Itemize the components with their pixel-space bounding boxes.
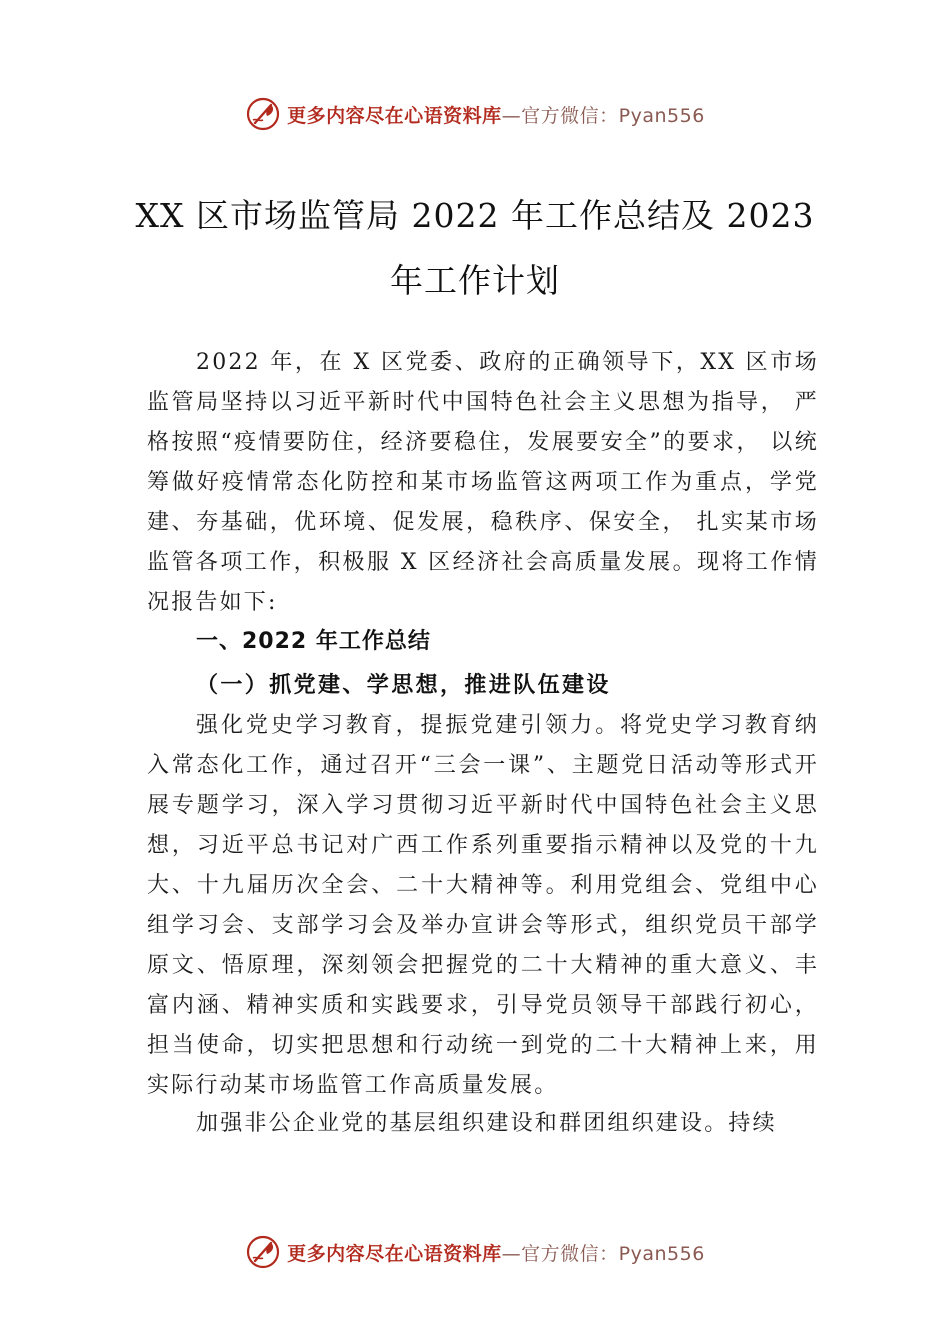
quill-logo-icon	[245, 96, 281, 132]
document-title-line2: 年工作计划	[390, 261, 560, 300]
document-title-line1: XX 区市场监管局 2022 年工作总结及 2023	[135, 196, 815, 235]
watermark-brand-text: 更多内容尽在心语资料库	[287, 104, 502, 127]
watermark-contact-text: —官方微信：Pyan556	[501, 1242, 705, 1265]
watermark-banner-top	[0, 94, 950, 134]
body-paragraph-grassroots: 加强非公企业党的基层组织建设和群团组织建设。持续	[196, 1111, 777, 1136]
watermark-contact-text: —官方微信：Pyan556	[501, 104, 705, 127]
body-paragraph-party-study: 强化党史学习教育，提振党建引领力。将党史学习教育纳入常态化工作，通过召开“三会一课”、主题党日活动等形式开展专题学习，深入学习贯彻习近平新时代中国特色社会主义思想，习近平总书记对广西工作系列重要指示精神以及党的十九大、十九届历次全会、二十大精神等。利用党组会、党组中心组学习会、支部学习会及举办宣讲会等形式，组织党员干部学原文、悟原理，深刻领会把握党的二十大精神的重大意义、丰富内涵、精神实质和实践要求，引导党员领导干部践行初心，担当使命，切实把思想和行动统一到党的二十大精神上来，用实际行动某市场监管工作高质量发展。	[147, 713, 819, 1098]
section-heading: 一、2022 年工作总结	[196, 629, 431, 654]
watermark-banner-bottom	[0, 1232, 950, 1272]
intro-paragraph: 2022 年，在 X 区党委、政府的正确领导下，XX 区市场监管局坚持以习近平新时代中国特色社会主义思想为指导， 严格按照“疫情要防住，经济要稳住，发展要安全”的要求， 以统筹做好疫情常态化防控和某市场监管这两项工作为重点，学党建、夯基础，优环境、促发展，稳秩序、保安全， 扎实某市场监管各项工作，积极服 X 区经济社会高质量发展。现将工作情况报告如下:	[147, 350, 819, 615]
watermark-brand-text: 更多内容尽在心语资料库	[287, 1242, 502, 1265]
quill-logo-icon	[245, 1234, 281, 1270]
subsection-heading: （一）抓党建、学思想，推进队伍建设	[196, 672, 611, 698]
